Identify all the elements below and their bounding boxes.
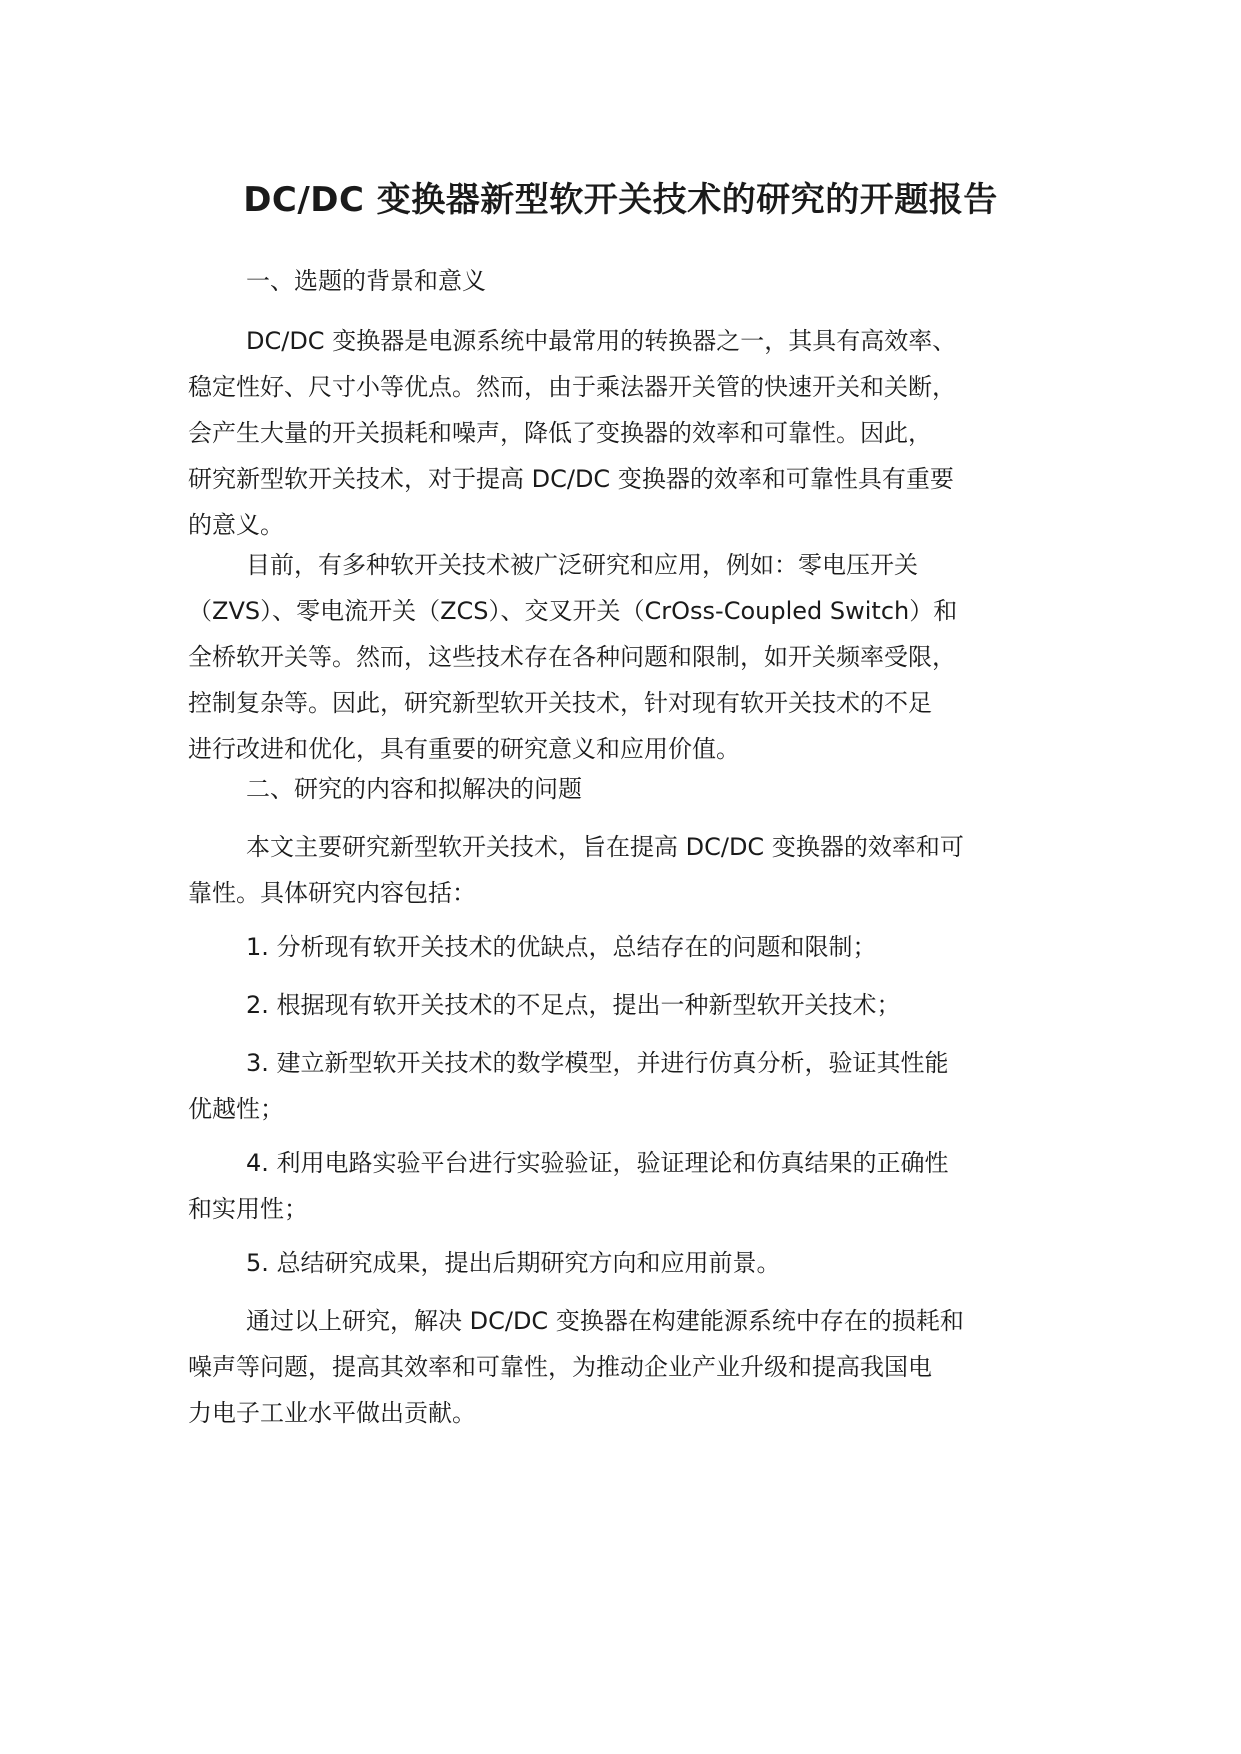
paragraph-line: 进行改进和优化，具有重要的研究意义和应用价值。 <box>188 735 740 763</box>
paragraph-conclusion <box>188 1298 1088 1436</box>
paragraph-research-content <box>188 824 1088 916</box>
list-item-line: 1. 分析现有软开关技术的优缺点，总结存在的问题和限制； <box>246 933 877 961</box>
section-heading-1 <box>188 258 1088 304</box>
paragraph-line: 稳定性好、尺寸小等优点。然而，由于乘法器开关管的快速开关和关断， <box>188 373 956 401</box>
paragraph-line: 通过以上研究，解决 DC/DC 变换器在构建能源系统中存在的损耗和 <box>246 1307 964 1335</box>
document-title: DC/DC 变换器新型软开关技术的研究的开题报告 <box>243 180 998 220</box>
section-heading-2-text: 二、研究的内容和拟解决的问题 <box>246 775 582 803</box>
paragraph-current-techniques <box>188 542 1088 772</box>
paragraph-line: （ZVS）、零电流开关（ZCS）、交叉开关（CrOss-Coupled Switch）和 <box>188 597 958 625</box>
list-item-3 <box>188 1040 1088 1132</box>
paragraph-line: 目前，有多种软开关技术被广泛研究和应用，例如：零电压开关 <box>246 551 918 579</box>
paragraph-line: 控制复杂等。因此，研究新型软开关技术，针对现有软开关技术的不足 <box>188 689 932 717</box>
list-item-2 <box>188 982 1088 1028</box>
list-item-5 <box>188 1240 1088 1286</box>
paragraph-line: 噪声等问题，提高其效率和可靠性，为推动企业产业升级和提高我国电 <box>188 1353 932 1381</box>
list-item-line: 5. 总结研究成果，提出后期研究方向和应用前景。 <box>246 1249 781 1277</box>
paragraph-line: 靠性。具体研究内容包括： <box>188 879 476 907</box>
list-item-line: 4. 利用电路实验平台进行实验验证，验证理论和仿真结果的正确性 <box>246 1149 949 1177</box>
section-heading-2 <box>188 766 1088 812</box>
list-item-line: 3. 建立新型软开关技术的数学模型，并进行仿真分析，验证其性能 <box>246 1049 949 1077</box>
list-item-line: 2. 根据现有软开关技术的不足点，提出一种新型软开关技术； <box>246 991 901 1019</box>
paragraph-line: 会产生大量的开关损耗和噪声，降低了变换器的效率和可靠性。因此， <box>188 419 932 447</box>
list-item-4 <box>188 1140 1088 1232</box>
paragraph-line: 全桥软开关等。然而，这些技术存在各种问题和限制，如开关频率受限， <box>188 643 956 671</box>
list-item-1 <box>188 924 1088 970</box>
section-heading-1-text: 一、选题的背景和意义 <box>246 267 486 295</box>
paragraph-line: 力电子工业水平做出贡献。 <box>188 1399 476 1427</box>
paragraph-line: 研究新型软开关技术，对于提高 DC/DC 变换器的效率和可靠性具有重要 <box>188 465 954 493</box>
paragraph-line: 本文主要研究新型软开关技术，旨在提高 DC/DC 变换器的效率和可 <box>246 833 964 861</box>
list-item-line: 和实用性； <box>188 1195 308 1223</box>
list-item-line: 优越性； <box>188 1095 284 1123</box>
paragraph-background <box>188 318 1088 548</box>
paragraph-line: 的意义。 <box>188 511 284 539</box>
paragraph-line: DC/DC 变换器是电源系统中最常用的转换器之一，其具有高效率、 <box>246 327 957 355</box>
